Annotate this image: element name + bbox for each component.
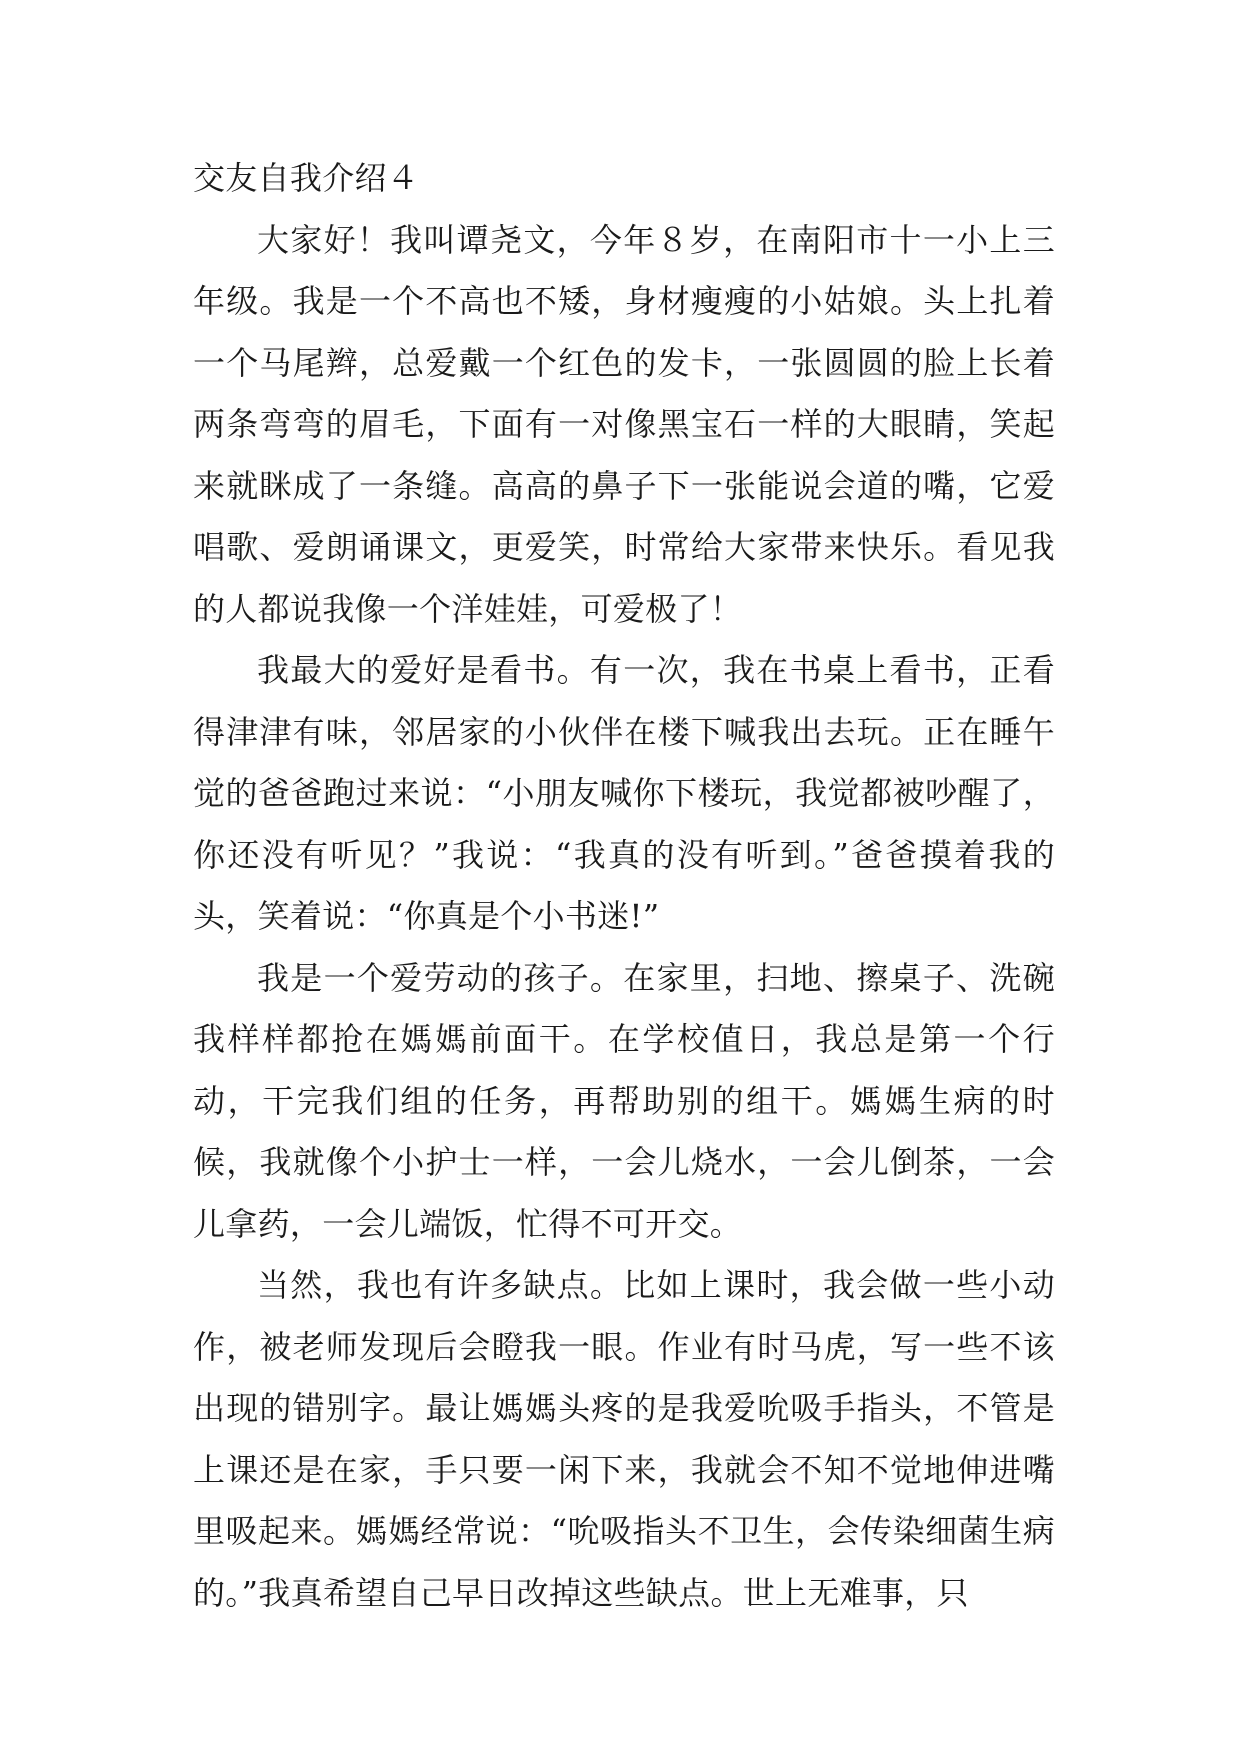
paragraph-introduction: 大家好！我叫谭尧文，今年８岁，在南阳市十一小上三年级。我是一个不高也不矮，身材瘦瘦的小姑娘。头上扎着一个马尾辫，总爱戴一个红色的发卡，一张圆圆的脸上长着两条弯弯的眉毛，下面有一对像黑宝石一样的大眼睛，笑起来就眯成了一条缝。高高的鼻子下一张能说会道的嘴，它爱唱歌、爱朗诵课文，更爱笑，时常给大家带来快乐。看见我的人都说我像一个洋娃娃，可爱极了！ [193, 220, 1055, 628]
paragraph-hobby-reading: 我最大的爱好是看书。有一次，我在书桌上看书，正看得津津有味，邻居家的小伙伴在楼下喊我出去玩。正在睡午觉的爸爸跑过来说：“小朋友喊你下楼玩，我觉都被吵醒了，你还没有听见？”我说：“我真的没有听到。”爸爸摸着我的头，笑着说：“你真是个小书迷!” [193, 651, 1055, 935]
paragraph-shortcomings: 当然，我也有许多缺点。比如上课时，我会做一些小动作，被老师发现后会瞪我一眼。作业有时马虎，写一些不该出现的错别字。最让媽媽头疼的是我爱吮吸手指头，不管是上课还是在家，手只要一闲下来，我就会不知不觉地伸进嘴里吸起来。媽媽经常说：“吮吸指头不卫生，会传染细菌生病的。”我真希望自己早日改掉这些缺点。世上无难事，只 [193, 1266, 1055, 1612]
document-body [193, 148, 1055, 1624]
paragraph-housework: 我是一个爱劳动的孩子。在家里，扫地、擦桌子、洗碗我样样都抢在媽媽前面干。在学校值日，我总是第一个行动，干完我们组的任务，再帮助别的组干。媽媽生病的时候，我就像个小护士一样，一会儿烧水，一会儿倒茶，一会儿拿药，一会儿端饭，忙得不可开交。 [193, 958, 1055, 1243]
document-title: 交友自我介绍４ [193, 159, 420, 197]
